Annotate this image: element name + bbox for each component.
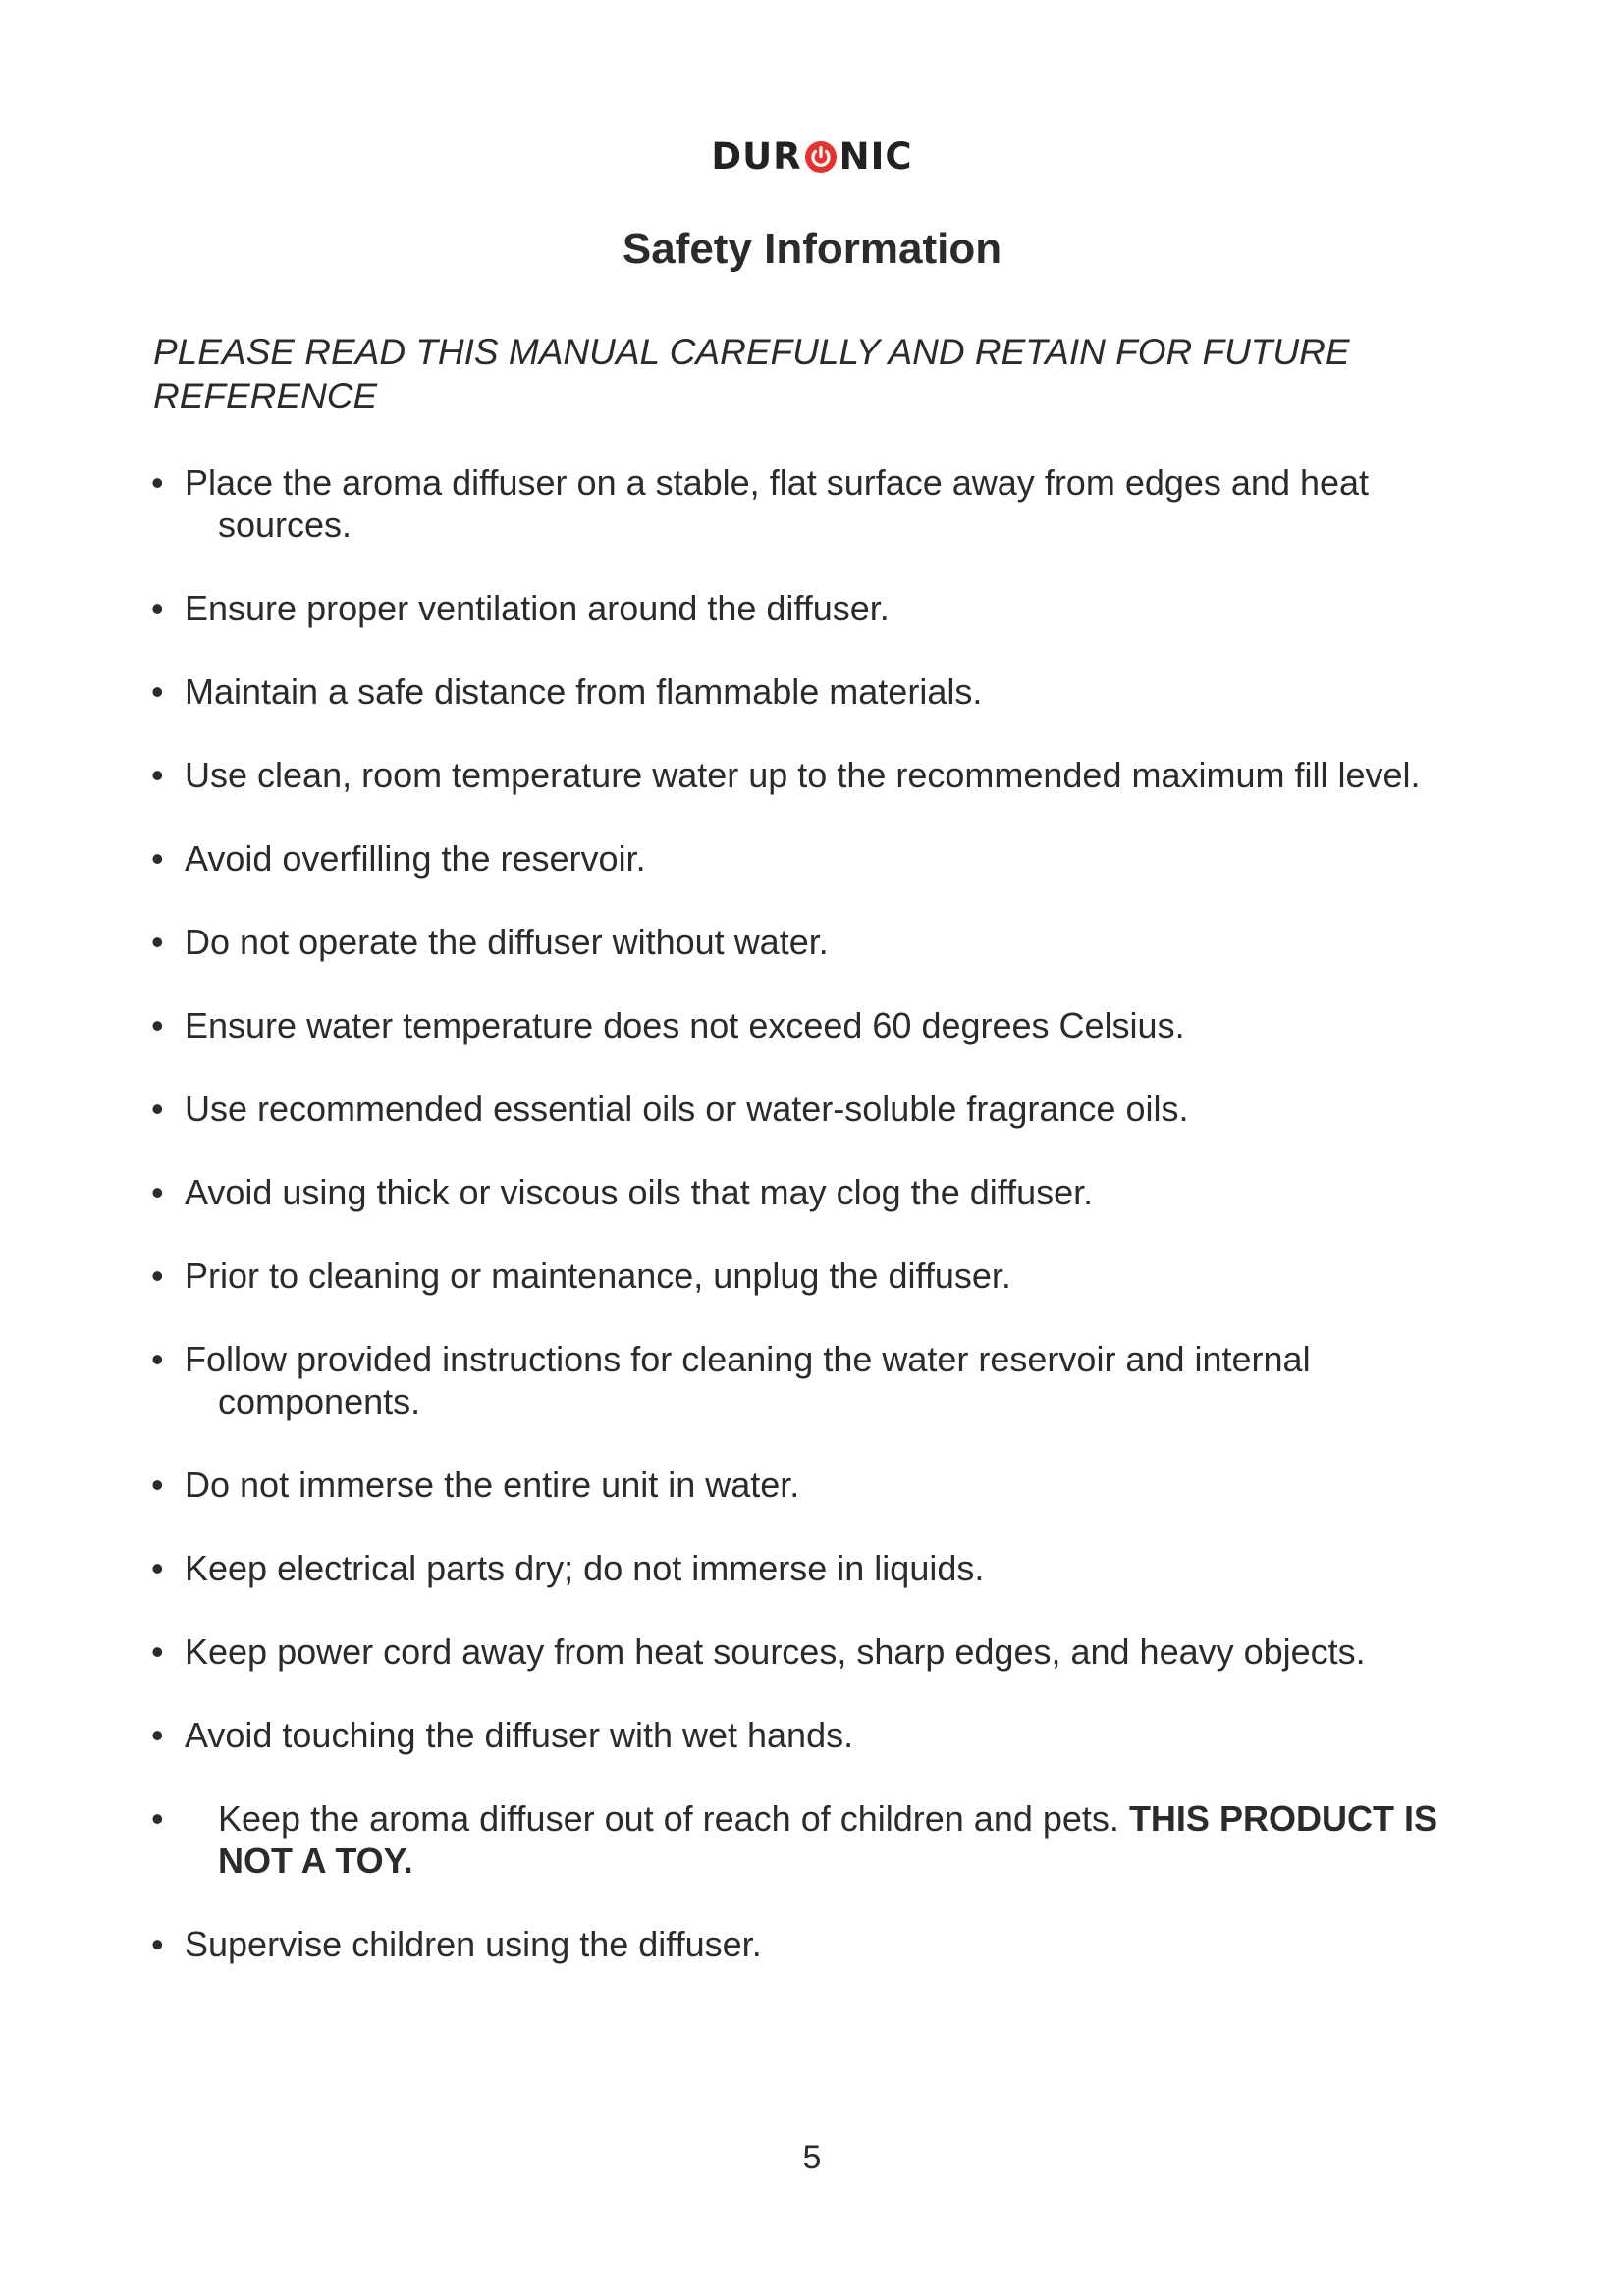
list-item: • Place the aroma diffuser on a stable, flat surface away from edges and heat sources.	[151, 462, 1370, 545]
logo-text-right: NIC	[839, 135, 913, 178]
list-item: • Keep power cord away from heat sources, sharp edges, and heavy objects.	[151, 1631, 1366, 1672]
list-item: • Ensure water temperature does not exceed 60 degrees Celsius.	[151, 1005, 1185, 1045]
list-item: • Follow provided instructions for cleaning the water reservoir and internal components.	[151, 1339, 1311, 1421]
bullet: •	[151, 1548, 164, 1588]
list-item: • Do not operate the diffuser without water.	[151, 922, 829, 962]
list-item: • Do not immerse the entire unit in water.	[151, 1465, 800, 1505]
list-item: • Ensure proper ventilation around the diffuser.	[151, 588, 890, 628]
list-item: • Keep electrical parts dry; do not immerse in liquids.	[151, 1548, 985, 1588]
bullet: •	[151, 1089, 164, 1129]
bullet: •	[151, 1005, 164, 1045]
bullet: •	[151, 1255, 164, 1296]
bullet: •	[151, 588, 164, 628]
bullet: •	[151, 1924, 164, 1964]
list-item: • Maintain a safe distance from flammable materials.	[151, 671, 983, 712]
list-item: • Supervise children using the diffuser.	[151, 1924, 762, 1964]
logo-text-left: DUR	[711, 135, 802, 178]
warning-bold-text: THIS PRODUCT IS NOT A TOY.	[218, 1798, 1437, 1881]
warning-text: Keep the aroma diffuser out of reach of children and pets.	[218, 1798, 1119, 1839]
list-item: • Prior to cleaning or maintenance, unplug the diffuser.	[151, 1255, 1011, 1296]
bullet: •	[151, 838, 164, 879]
list-item: • Use clean, room temperature water up to the recommended maximum fill level.	[151, 755, 1421, 795]
power-icon	[804, 140, 838, 182]
list-item: • Use recommended essential oils or water-soluble fragrance oils.	[151, 1089, 1189, 1129]
page-number: 5	[802, 2139, 822, 2176]
bullet: •	[151, 1465, 164, 1505]
brand-logo	[0, 137, 1624, 182]
bullet: •	[151, 671, 164, 712]
bullet: •	[151, 922, 164, 962]
bullet: •	[151, 1798, 164, 1839]
list-item: • Avoid overfilling the reservoir.	[151, 838, 646, 879]
safety-list	[147, 461, 1463, 2006]
bullet: •	[151, 1631, 164, 1672]
bullet: •	[151, 1172, 164, 1212]
warning-list-item	[147, 1797, 1463, 1882]
page-title: Safety Information	[622, 225, 1002, 273]
list-item: • Avoid touching the diffuser with wet hands.	[151, 1715, 854, 1755]
bullet: •	[151, 755, 164, 795]
bullet: •	[151, 462, 164, 503]
list-item: • Avoid using thick or viscous oils that may clog the diffuser.	[151, 1172, 1094, 1212]
bullet: •	[151, 1339, 164, 1379]
bullet: •	[151, 1715, 164, 1755]
intro-notice: PLEASE READ THIS MANUAL CAREFULLY AND RETAIN FOR FUTURE REFERENCE	[153, 332, 1350, 416]
